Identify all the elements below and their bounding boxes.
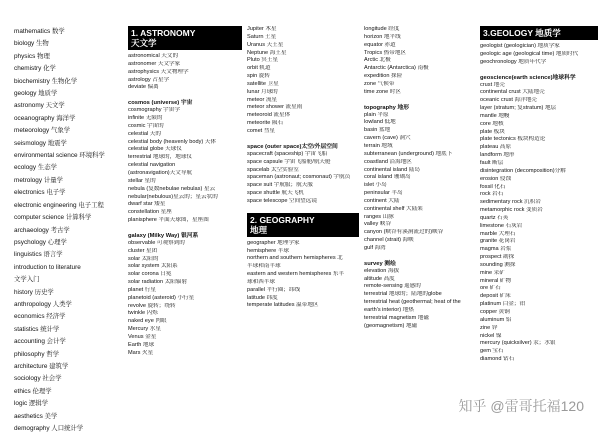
term-entry: celestial navigation	[128, 162, 176, 169]
term-entry: lowland 低地	[364, 119, 396, 126]
term-entry: equator 赤道	[364, 41, 396, 48]
topography-terms	[364, 112, 476, 253]
term-entry: Mars 火星	[128, 349, 154, 356]
term-entry: longitude 经度	[364, 26, 400, 32]
term-entry: mantle 地幔	[480, 112, 510, 119]
term-entry: terrestrial heat (geothermal; heat of the	[364, 299, 461, 306]
term-entry: comet 彗星	[247, 127, 275, 134]
term-entry: continent 大陆	[364, 197, 400, 204]
term-entry: terrestrial 地球的；陆地的globe	[364, 291, 442, 298]
term-entry: landform 地形	[480, 152, 515, 159]
term-entry: meteoroid 流星体	[247, 112, 291, 119]
geography-terms	[247, 240, 359, 311]
space-terms	[247, 151, 359, 206]
term-entry: magma 岩浆	[480, 246, 512, 253]
term-entry: orbit 轨道	[247, 65, 271, 72]
geology-heading-en: 3.GEOLOGY	[483, 28, 533, 38]
subject-item: history 历史学	[14, 288, 54, 296]
subject-item: environmental science 环境科学	[14, 152, 105, 160]
subject-item: sociology 社会学	[14, 375, 62, 383]
subject-item: chemistry 化学	[14, 65, 56, 73]
subject-item: biochemistry 生物化学	[14, 77, 78, 85]
term-entry: coastland 沿海地区	[364, 158, 412, 165]
term-entry: (geomagnetism) 地磁	[364, 322, 418, 329]
subject-item: anthropology 人类学	[14, 300, 72, 308]
term-entry: parallel 平行圈；纬线	[247, 286, 301, 293]
term-entry: (astronavigation)天文导航	[128, 169, 193, 176]
subject-item: linguistics 语言学	[14, 251, 63, 259]
term-entry: ranges 山脉	[364, 213, 394, 220]
term-entry: continental island 陆岛	[364, 166, 420, 173]
subject-item: meteorology 气象学	[14, 127, 71, 135]
term-entry: dwarf star 矮星	[128, 201, 166, 208]
term-entry: solar radiation 太阳辐射	[128, 279, 188, 286]
term-entry: geochronology 地质年代学	[480, 58, 547, 65]
geology-heading	[480, 26, 598, 40]
term-entry: northern and southern hemispheres 北	[247, 255, 343, 262]
term-entry: meteor 流星	[247, 96, 278, 103]
term-entry: latitude 纬度	[247, 294, 278, 301]
term-entry: Antarctic (Antarctica) 南极	[364, 65, 429, 72]
term-entry: disintegration (decomposition)分解	[480, 167, 566, 174]
subject-item: demography 人口统计学	[14, 425, 84, 432]
subject-item: introduction to literature	[14, 263, 81, 271]
term-entry: terrestrial 地球的，地球仪	[128, 154, 193, 161]
term-entry: fossil 化石	[480, 183, 506, 190]
term-entry: quartz 石英	[480, 214, 509, 221]
term-entry: geographer 地理学家	[247, 239, 300, 246]
cosmos-subheading: cosmos (universe) 宇宙	[128, 100, 193, 107]
geo-location-terms	[364, 26, 476, 97]
topography-column	[364, 26, 476, 331]
term-entry: zone 气候带	[364, 80, 395, 87]
term-entry: cavern (cave) 洞穴	[364, 135, 411, 142]
term-entry: terrestrial magnetism 地磁	[364, 314, 429, 321]
term-entry: oceanic crust 海洋地壳	[480, 97, 537, 104]
galaxy-terms	[128, 240, 242, 358]
term-entry: spin 旋转	[247, 73, 271, 80]
term-entry: horizon 地平线	[364, 33, 401, 40]
space-geography-column	[247, 26, 359, 310]
term-entry: metamorphic rock 变质岩	[480, 207, 543, 214]
term-entry: space capsule 宇宙飞船舱/航天舱	[247, 158, 331, 165]
term-entry: Uranus 天王星	[247, 41, 284, 48]
term-entry: astronomical 天文的	[128, 53, 179, 59]
term-entry: deviate 偏离	[128, 84, 159, 91]
term-entry: platinum 白金；铂	[480, 301, 526, 308]
term-entry: planisphere 平面天球图，星座图	[128, 217, 209, 224]
term-entry: crust 地壳	[480, 81, 505, 88]
term-entry: gem 宝石	[480, 348, 504, 355]
term-entry: spacecraft (spaceship) 宇宙飞船	[247, 150, 328, 157]
term-entry: rock 岩石	[480, 191, 504, 198]
galaxy-subheading: galaxy (Milky Way) 银河系	[128, 232, 199, 239]
term-entry: coral island 珊瑚岛	[364, 174, 411, 181]
term-entry: mineral 矿物	[480, 277, 512, 284]
term-entry: channel (strait) 海峡	[364, 237, 414, 244]
term-entry: astrophysics 天文物理学	[128, 68, 189, 75]
term-entry: plate tectonics 板块构造论	[480, 136, 546, 143]
subject-item: geology 地质学	[14, 90, 58, 98]
geography-heading	[247, 213, 359, 237]
subject-item: computer science 计算科学	[14, 214, 92, 222]
subject-item: psychology 心理学	[14, 238, 67, 246]
term-entry: terrain 地域	[364, 142, 393, 149]
survey-subheading: survey 测绘	[364, 260, 396, 267]
term-entry: plain 平原	[364, 111, 389, 118]
subject-item: philosophy 哲学	[14, 350, 60, 358]
term-entry: core 地核	[480, 120, 504, 127]
term-entry: Jupiter 木星	[247, 26, 277, 32]
term-entry: 半球和南半球	[247, 263, 281, 270]
term-entry: cosmography 宇宙学	[128, 107, 180, 114]
subject-item: mathematics 数学	[14, 28, 65, 35]
term-entry: 球和西半球	[247, 278, 275, 285]
term-entry: celestial 天的	[128, 130, 161, 137]
subject-item: aesthetics 美学	[14, 412, 58, 420]
term-entry: elevation 海拔	[364, 267, 400, 274]
term-entry: astronomer 天文学家	[128, 60, 181, 67]
term-entry: revolve 旋转；绕转	[128, 302, 176, 309]
term-entry: canyon (峡谷有溪涧流过的)峡谷	[364, 229, 444, 236]
term-entry: valley 峡谷	[364, 221, 392, 228]
term-entry: earth's interior) 地热	[364, 307, 414, 313]
term-entry: Venus 金星	[128, 334, 157, 340]
term-entry: naked eye 肉眼	[128, 318, 167, 325]
geography-heading-cn: 地理	[250, 224, 268, 235]
astronomy-heading-en: 1. ASTRONOMY	[131, 28, 196, 38]
term-entry: altitude 高度	[364, 275, 395, 282]
term-entry: nickel 镍	[480, 332, 502, 339]
subject-item: archaeology 考古学	[14, 226, 70, 234]
term-entry: granite 花岗岩	[480, 238, 516, 245]
subject-item: ethics 伦理学	[14, 387, 52, 395]
term-entry: erosion 侵蚀	[480, 175, 512, 182]
term-entry: planetoid (asteroid) 小行星	[128, 294, 195, 301]
term-entry: deposit 矿床	[480, 293, 511, 300]
astronomy-heading	[128, 26, 242, 50]
term-entry: fault 断层	[480, 159, 504, 166]
term-entry: plate 板块	[480, 128, 505, 135]
subject-item: accounting 会计学	[14, 338, 66, 346]
subject-item: electronics 电子学	[14, 189, 66, 197]
term-entry: space telescope 空间望远镜	[247, 197, 317, 204]
term-entry: Pluto 冥王星	[247, 57, 279, 64]
term-entry: satellite 卫星	[247, 80, 279, 87]
term-entry: layer (stratum; 复stratum) 地层	[480, 105, 557, 112]
term-entry: sounding 测探	[480, 261, 516, 268]
term-entry: eastern and western hemispheres 东半	[247, 271, 345, 278]
term-entry: celestial globe 天球仪	[128, 146, 182, 153]
geoscience-terms	[480, 82, 598, 364]
survey-terms	[364, 268, 476, 331]
geography-heading-en: 2. GEOGRAPHY	[250, 214, 315, 225]
astronomy-terms	[128, 53, 242, 92]
term-entry: time zone 时区	[364, 88, 401, 95]
watermark-platform: 知乎	[458, 398, 487, 414]
term-entry: gulf 海湾	[364, 244, 386, 251]
term-entry: Tropics 热带地区	[364, 49, 407, 56]
subject-item: electronic engineering 电子工程	[14, 201, 104, 209]
term-entry: hemisphere 半球	[247, 247, 289, 254]
term-entry: space suit 宇航服；航天服	[247, 182, 313, 189]
space-subheading: space (outer space)太空/外层空间	[247, 143, 338, 150]
term-entry: lunar 月球的	[247, 88, 278, 95]
term-entry: temperate latitudes 温带地区	[247, 302, 319, 309]
term-entry: cosmic 宇宙的	[128, 122, 164, 129]
term-entry: copper 黄铜	[480, 309, 510, 315]
subject-item: ecology 生态学	[14, 164, 57, 172]
watermark-author: @雷哥托福120	[490, 398, 584, 414]
term-entry: stellar 星的	[128, 177, 156, 184]
term-entry: mercury (quicksilver) 汞；水银	[480, 340, 556, 347]
term-entry: nebular(nebulous)星云的；星云状的	[128, 193, 218, 200]
term-entry: nebula (复数nebulae nebulas) 星云	[128, 185, 216, 192]
subject-item: logic 逻辑学	[14, 400, 49, 408]
term-entry: meteor shower 流星雨	[247, 104, 303, 111]
term-entry: geologist (geologician) 地质学家	[480, 43, 560, 49]
subject-item: astronomy 天文学	[14, 102, 65, 110]
term-entry: Mercury 水星	[128, 326, 161, 333]
term-entry: aluminum 铝	[480, 316, 512, 323]
term-entry: limestone 石灰岩	[480, 222, 523, 229]
term-entry: solar 太阳的	[128, 255, 159, 262]
term-entry: marble 大理石	[480, 230, 516, 237]
term-entry: Earth 地球	[128, 341, 155, 348]
term-entry: observable 可观察到的	[128, 239, 185, 246]
term-entry: solar corona 日冕	[128, 271, 172, 278]
subject-item: physics 物理	[14, 52, 50, 60]
term-entry: continental shelf 大陆架	[364, 205, 423, 212]
term-entry: spaceman (astronaut; cosmonaut) 宇航员	[247, 174, 351, 181]
term-entry: expedition 探险	[364, 73, 403, 80]
subject-item: metrology 计量学	[14, 176, 64, 184]
term-entry: remote-sensing 遥感的	[364, 283, 421, 290]
term-entry: ore 矿石	[480, 285, 501, 292]
geologist-terms	[480, 43, 598, 67]
subject-item: statistics 统计学	[14, 325, 60, 333]
term-entry: plateau 高原	[480, 144, 512, 151]
term-entry: space shuttle 航天飞机	[247, 190, 304, 197]
term-entry: infinite 无限的	[128, 115, 163, 122]
planet-terms	[247, 26, 359, 136]
term-entry: continental crust 大陆地壳	[480, 89, 545, 96]
term-entry: islet 小岛	[364, 182, 387, 189]
geology-heading-cn: 地质学	[535, 28, 561, 38]
term-entry: geologic age (geological time) 地质时代	[480, 50, 579, 57]
term-entry: spacelab 太空实验室	[247, 166, 299, 173]
term-entry: planet 行星	[128, 286, 156, 293]
watermark	[459, 396, 584, 416]
astronomy-column	[128, 26, 242, 358]
term-entry: peninsular 半岛	[364, 190, 403, 197]
subject-item: biology 生物	[14, 40, 49, 48]
term-entry: zine 锌	[480, 324, 498, 331]
term-entry: prospect 勘探	[480, 254, 515, 261]
astronomy-heading-cn: 天文学	[131, 38, 157, 48]
term-entry: Arctic 北极	[364, 57, 391, 64]
term-entry: subterranean (underground) 地底下	[364, 150, 453, 157]
term-entry: astrology 占星学	[128, 76, 170, 83]
subject-list	[0, 26, 124, 435]
term-entry: meteorite 陨石	[247, 120, 284, 127]
term-entry: cluster 星团	[128, 247, 158, 254]
term-entry: Neptune 海王星	[247, 49, 287, 56]
geoscience-subheading: geoscience(earth science)地球科学	[480, 74, 576, 81]
subject-item: 文学入门	[14, 276, 40, 284]
term-entry: sedimentary rock 沉积岩	[480, 199, 541, 206]
cosmos-terms	[128, 107, 242, 225]
term-entry: solar system 太阳系	[128, 263, 178, 270]
term-entry: twinkle 闪烁	[128, 310, 158, 317]
term-entry: celestial body (heavenly body) 天体	[128, 138, 216, 145]
term-entry: mine 采矿	[480, 269, 505, 276]
topography-subheading: topography 地形	[364, 104, 410, 111]
subject-item: architecture 建筑学	[14, 362, 69, 370]
term-entry: diamond 钻石	[480, 356, 515, 363]
term-entry: Saturn 土星	[247, 33, 277, 40]
subject-item: seismology 地震学	[14, 139, 67, 147]
geology-column	[480, 26, 598, 364]
subject-item: oceanography 海洋学	[14, 114, 76, 122]
subject-item: economics 经济学	[14, 313, 66, 321]
term-entry: constellation 星座	[128, 209, 172, 216]
term-entry: basin 盆地	[364, 127, 391, 134]
